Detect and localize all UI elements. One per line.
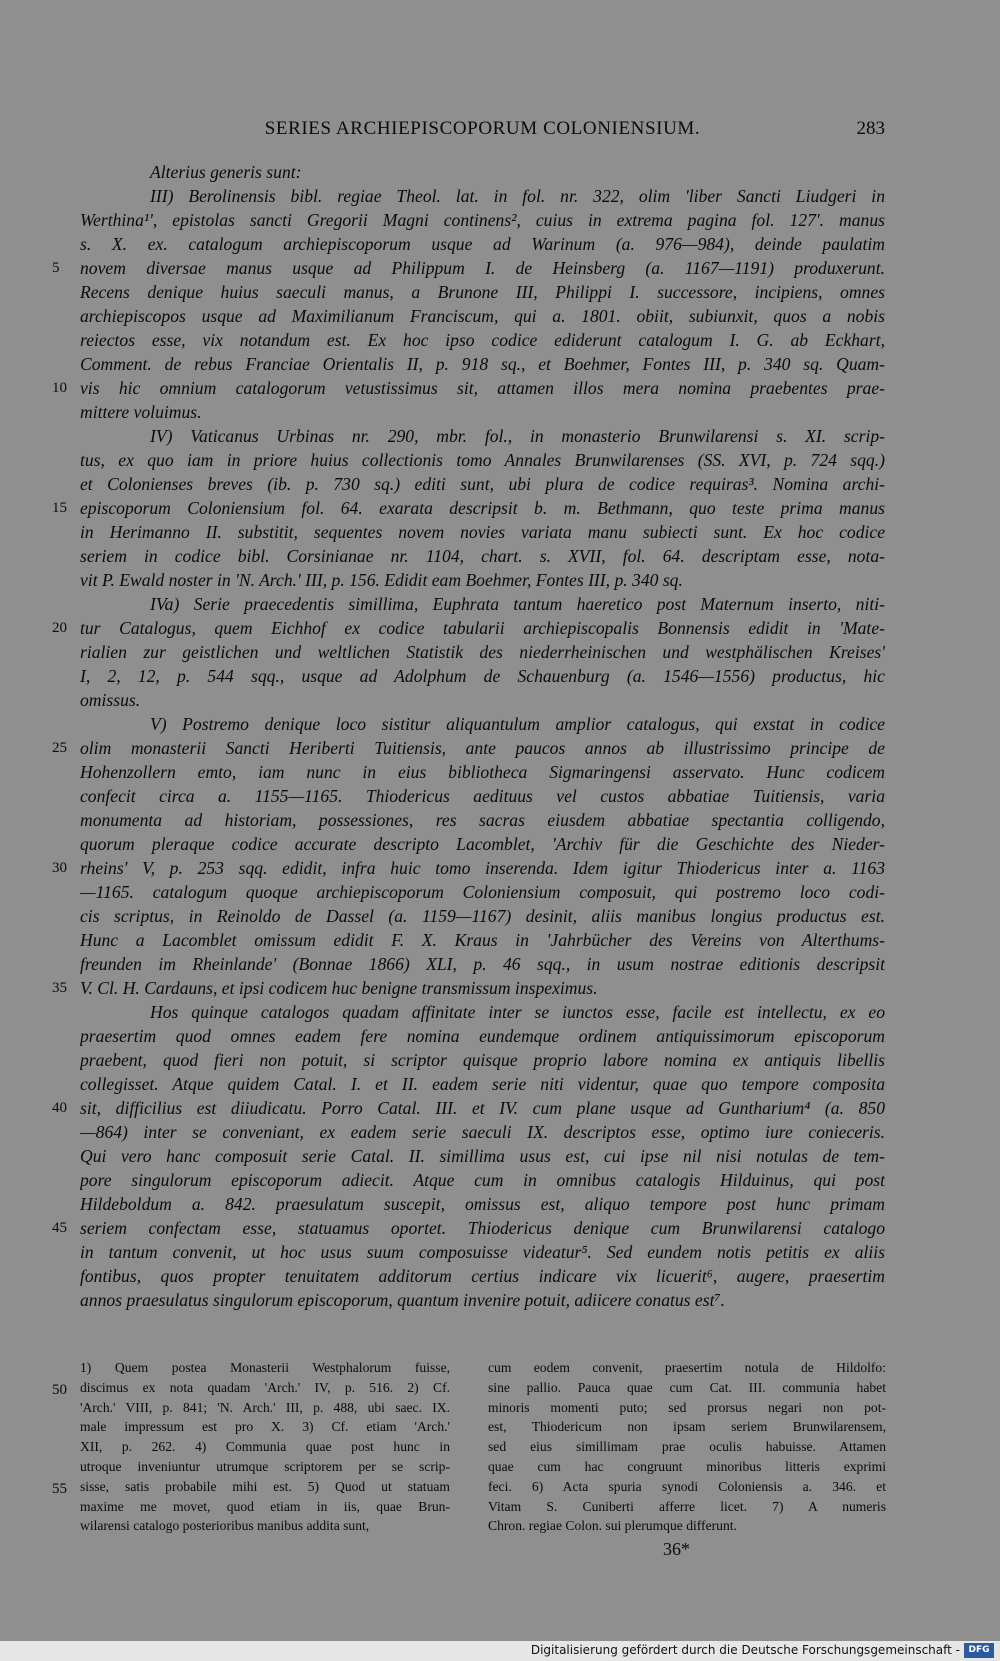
text-line: Comment. de rebus Franciae Orientalis II, p. 918 sq., et Boehmer, Fontes III, p. 340 sq. Quam-	[80, 354, 885, 374]
text-line: Werthina¹', epistolas sancti Gregorii Magni continens², cuius in extrema pagina fol. 127'. manus	[80, 210, 885, 230]
text-line: olim monasterii Sancti Heriberti Tuitiensis, ante paucos annos ab illustrissimo principe de	[80, 738, 885, 758]
line-number: 45	[52, 1220, 67, 1236]
text-line: cis scriptus, in Reinoldo de Dassel (a. 1159—1167) desinit, aliis manibus longius productus est.	[80, 906, 885, 926]
footnote-line: 'Arch.' VIII, p. 841; 'N. Arch.' III, p. 488, ubi saec. IX.	[80, 1399, 450, 1415]
footer-credit: Digitalisierung gefördert durch die Deutsche Forschungsgemeinschaft -	[530, 1643, 960, 1657]
text-line: Hunc a Lacomblet omissum edidit F. X. Kraus in 'Jahrbücher des Vereins von Alterthums-	[80, 930, 885, 950]
text-line: tus, ex quo iam in priore huius collectionis tomo Annales Brunwilarenses (SS. XVI, p. 724 sqq.)	[80, 450, 885, 470]
text-line: —864) inter se conveniant, ex eadem serie saeculi IX. descriptos esse, optimo iure conieceris.	[80, 1122, 885, 1142]
footnote-line: sine pallio. Pauca quae cum Cat. III. communia habet	[488, 1379, 886, 1395]
footnotes-right-column	[488, 1358, 886, 1536]
text-line: et Colonienses breves (ib. p. 730 sq.) editi sunt, ubi plura de codice requiras³. Nomina archi-	[80, 474, 885, 494]
footnote-line: cum eodem convenit, praesertim notula de Hildolfo:	[488, 1360, 886, 1375]
text-line: confecit circa a. 1155—1165. Thiodericus aedituus vel custos abbatiae Tuitiensis, varia	[80, 786, 885, 806]
text-line: in tantum convenit, ut hoc usus suum composuisse videatur⁵. Sed eundem notis petitis ex aliis	[80, 1242, 885, 1262]
line-number: 55	[52, 1480, 67, 1497]
text-line: vit P. Ewald noster in 'N. Arch.' III, p. 156. Edidit eam Boehmer, Fontes III, p. 340 sq.	[80, 570, 683, 590]
footnote-line: male impressum est pro X. 3) Cf. etiam 'Arch.'	[80, 1419, 450, 1435]
line-number: 20	[52, 620, 67, 636]
text-line: sit, difficilius est diiudicatu. Porro Catal. III. et IV. cum plane usque ad Guntharium⁴ (a. 850	[80, 1098, 885, 1118]
text-line: praesertim quod omnes eadem fere nomina eundemque ordinem antiquissimorum episcoporum	[80, 1026, 885, 1046]
text-line: omissus.	[80, 690, 141, 710]
signature-mark: 36*	[663, 1539, 690, 1559]
line-number: 25	[52, 740, 67, 756]
text-line: —1165. catalogum quoque archiepiscoporum Coloniensium composuit, qui postremo loco codi-	[80, 882, 885, 902]
line-number: 35	[52, 980, 67, 996]
text-line: collegisset. Atque quidem Catal. I. et II. eadem serie niti videntur, quae quo tempore composita	[80, 1074, 885, 1094]
text-line: seriem in codice bibl. Corsinianae nr. 1104, chart. s. XVII, fol. 64. descriptam esse, nota-	[80, 546, 885, 566]
line-number: 50	[52, 1381, 67, 1398]
text-line: Hildeboldum a. 842. praesulatum suscepit, omissus est, aliquo tempore post hunc primam	[80, 1194, 885, 1214]
text-line: I, 2, 12, p. 544 sqq., usque ad Adolphum de Schauenburg (a. 1546—1556) productus, hic	[80, 666, 885, 686]
line-number: 5	[52, 260, 60, 276]
text-line: V) Postremo denique loco sistitur aliquantulum amplior catalogus, qui exstat in codice	[150, 714, 885, 734]
text-line: III) Berolinensis bibl. regiae Theol. lat. in fol. nr. 322, olim 'liber Sancti Liudgeri in	[150, 186, 885, 206]
footnote-line: utroque inveniuntur utrumque scriptorem per se scrip-	[80, 1458, 450, 1474]
text-line: archiepiscopos usque ad Maximilianum Franciscum, qui a. 1801. obiit, subiunxit, quos a nobis	[80, 306, 885, 326]
footnote-line: sed eius simillimam prae oculis habuisse. Attamen	[488, 1439, 886, 1455]
dfg-logo: DFG	[964, 1643, 994, 1658]
footnote-line: minoris momenti puto; sed prorsus negari non pot-	[488, 1399, 886, 1415]
footnote-line: quae cum hac congruunt minoribus litteris exprimi	[488, 1458, 886, 1474]
footnotes-left-column	[80, 1358, 450, 1536]
page-number: 283	[856, 118, 885, 139]
line-number: 30	[52, 860, 67, 876]
text-line: seriem confectam esse, statuamus oportet. Thiodericus denique cum Brunwilarensi catalogo	[80, 1218, 885, 1238]
text-line: annos praesulatus singulorum episcoporum, quantum invenire potuit, adiicere conatus est⁷.	[80, 1290, 725, 1310]
text-line: pore singulorum episcoporum adiecit. Atque cum in omnibus catalogis Hilduinus, qui post	[80, 1170, 885, 1190]
text-line: fontibus, quos propter tenuitatem additorum certius indicare vix licuerit⁶, augere, praesertim	[80, 1266, 885, 1286]
text-line: vis hic omnium catalogorum vetustissimus sit, attamen illos mera nomina praebentes prae-	[80, 378, 885, 398]
text-line: in Herimanno II. substitit, sequentes novem novies variata manu subiecti sunt. Ex hoc codice	[80, 522, 885, 542]
footnote-line: discimus ex nota quadam 'Arch.' IV, p. 516. 2) Cf.	[80, 1379, 450, 1395]
text-line: IVa) Serie praecedentis simillima, Euphrata tantum haeretico post Maternum inserto, niti-	[150, 594, 885, 614]
footnote-line: wilarensi catalogo posterioribus manibus addita sunt,	[80, 1518, 370, 1534]
footnote-line: est, Thiodericum non ipsam seriem Brunwilarensem,	[488, 1419, 886, 1435]
text-line: Hos quinque catalogos quadam affinitate inter se iunctos esse, facile est intellectu, ex eo	[150, 1002, 885, 1022]
footnote-line: 1) Quem postea Monasterii Westphalorum fuisse,	[80, 1360, 450, 1375]
footnote-line: sisse, satis probabile mihi est. 5) Quod ut statuam	[80, 1478, 450, 1494]
footnote-line: XII, p. 262. 4) Communia quae post hunc in	[80, 1439, 450, 1455]
text-line: Hohenzollern emto, iam nunc in eius bibliotheca Sigmaringensi asservato. Hunc codicem	[80, 762, 885, 782]
text-line: Recens denique huius saeculi manus, a Brunone III, Philippi I. successore, incipiens, omnes	[80, 282, 885, 302]
text-line: novem diversae manus usque ad Philippum I. de Heinsberg (a. 1167—1191) produxerunt.	[80, 258, 885, 278]
text-line: episcoporum Coloniensium fol. 64. exarata descripsit b. m. Bethmann, quo teste prima manus	[80, 498, 885, 518]
text-line: mittere voluimus.	[80, 402, 202, 422]
text-line: rialien zur geistlichen und weltlichen Statistik des niederrheinischen und westphälischen Kreises'	[80, 642, 885, 662]
footnote-line: feci. 6) Acta spuria synodi Coloniensis a. 346. et	[488, 1478, 886, 1494]
footnote-line: maxime me movet, quod etiam in iis, quae Brun-	[80, 1498, 450, 1514]
text-line: s. X. ex. catalogum archiepiscoporum usque ad Warinum (a. 976—984), deinde paulatim	[80, 234, 885, 254]
footnote-line: Chron. regiae Colon. sui plerumque differunt.	[488, 1518, 737, 1534]
text-line: reiectos esse, vix notandum est. Ex hoc ipso codice ediderunt catalogum I. G. ab Eckhart,	[80, 330, 885, 350]
line-number: 40	[52, 1100, 67, 1116]
text-line: freunden im Rheinlande' (Bonnae 1866) XLI, p. 46 sqq., in usum nostrae editionis descripsit	[80, 954, 885, 974]
running-title: SERIES ARCHIEPISCOPORUM COLONIENSIUM.	[264, 118, 701, 139]
text-line: Qui vero hanc composuit serie Catal. II. simillima usus est, cui ipse nil nisi notulas de tem-	[80, 1146, 885, 1166]
text-line: monumenta ad historiam, possessiones, res sacras eiusdem abbatiae spectantia colligendo,	[80, 810, 885, 830]
text-line: tur Catalogus, quem Eichhof ex codice tabularii archiepiscopalis Bonnensis edidit in 'Mate-	[80, 618, 885, 638]
text-line: Alterius generis sunt:	[150, 162, 302, 182]
text-line: V. Cl. H. Cardauns, et ipsi codicem huc benigne transmissum inspeximus.	[80, 978, 598, 998]
text-line: praebent, quod fieri non potuit, si scriptor quisque proprio labore nomina ex antiquis libellis	[80, 1050, 885, 1070]
text-line: quorum pleraque codice accurate descripto Lacomblet, 'Archiv für die Geschichte des Nieder-	[80, 834, 885, 854]
footnote-line: Vitam S. Cuniberti afferre licet. 7) A numeris	[488, 1498, 886, 1514]
text-line: rheins' V, p. 253 sqq. edidit, infra huic tomo inserenda. Idem igitur Thiodericus inter a. 1163	[80, 858, 885, 878]
line-number: 15	[52, 500, 67, 516]
text-line: IV) Vaticanus Urbinas nr. 290, mbr. fol., in monasterio Brunwilarensi s. XI. scrip-	[150, 426, 885, 446]
line-number: 10	[52, 380, 67, 396]
